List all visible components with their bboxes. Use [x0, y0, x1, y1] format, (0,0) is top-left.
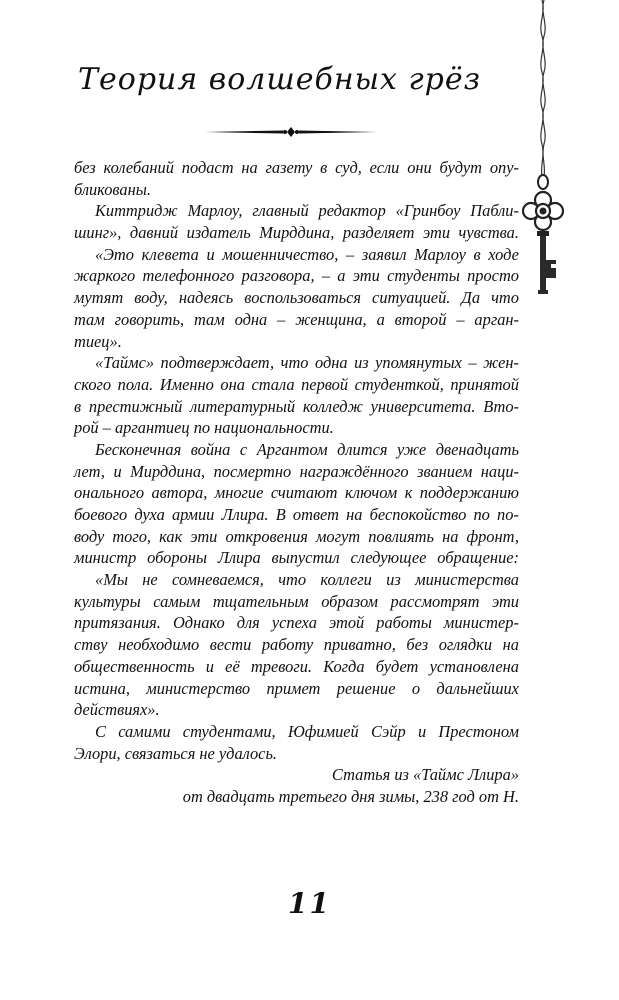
text-line: С самими студентами, Юфимией Сэйр и Престоном: [95, 721, 519, 741]
divider-ornament: [205, 124, 377, 143]
text-line: без колебаний подаст на газету в суд, если они будут опу-: [74, 158, 519, 177]
text-line: рой – аргантиец по национальности.: [74, 418, 334, 438]
text-line: тиец».: [74, 331, 122, 351]
text-line: Киттридж Марлоу, главный редактор «Гринбоу Пабли-: [95, 201, 519, 221]
text-line: мутят воду, надеясь воспользоваться ситуацией. Да что: [74, 288, 519, 308]
page-number: 11: [288, 887, 331, 920]
text-line: Элори, связаться не удалось.: [74, 743, 278, 763]
page-header: [0, 0, 619, 150]
text-line: лет, и Мирддина, посмертно награждённого званием наци-: [74, 461, 519, 481]
text-line: боевого духа армии Ллира. В ответ на беспокойство по по-: [74, 505, 519, 524]
text-line: «Таймс» подтверждает, что одна из упомянутых – жен-: [95, 353, 519, 373]
text-line: «Это клевета и мошенничество, – заявил Марлоу в ходе: [95, 244, 519, 264]
text-line: в престижный литературный колледж университета. Вто-: [74, 396, 519, 416]
text-line: там говорить, там одна – женщина, а второй – арган-: [74, 309, 519, 329]
text-line: министр обороны Ллира выпустил следующее обращение:: [74, 548, 519, 568]
text-line: Бесконечная война с Аргантом длится уже двенадцать: [95, 439, 519, 459]
text-line: онального автора, многие считают ключом к поддержанию: [74, 483, 519, 503]
running-title: Теория волшебных грёз: [78, 62, 481, 97]
text-line: истина, министерство примет решение о дальнейших: [74, 678, 519, 698]
text-line: «Мы не сомневаемся, что коллеги из министерства: [95, 570, 519, 590]
text-line: общественность и её тревоги. Когда будет установлена: [74, 656, 519, 676]
text-line: воду того, как эти откровения могут повлиять на фронт,: [74, 526, 519, 546]
text-line: ского пола. Именно она стала первой студенткой, принятой: [74, 374, 519, 394]
article-body: [74, 157, 519, 808]
text-line: жаркого телефонного разговора, – а эти студенты просто: [74, 266, 519, 286]
text-line: от двадцать третьего дня зимы, 238 год от Н.: [182, 786, 519, 806]
text-line: культуры самым тщательным образом рассмотрят эти: [74, 591, 519, 611]
text-line: притязания. Однако для успеха этой работы министер-: [74, 613, 519, 633]
text-line: шинг», давний издатель Мирддина, разделяет эти чувства.: [74, 223, 519, 243]
text-line: бликованы.: [74, 179, 151, 199]
text-line: Статья из «Таймс Ллира»: [331, 765, 519, 785]
text-line: ству необходимо вести работу приватно, без оглядки на: [74, 635, 519, 655]
hanging-key-icon: [520, 0, 580, 304]
text-line: действиях».: [74, 700, 160, 720]
